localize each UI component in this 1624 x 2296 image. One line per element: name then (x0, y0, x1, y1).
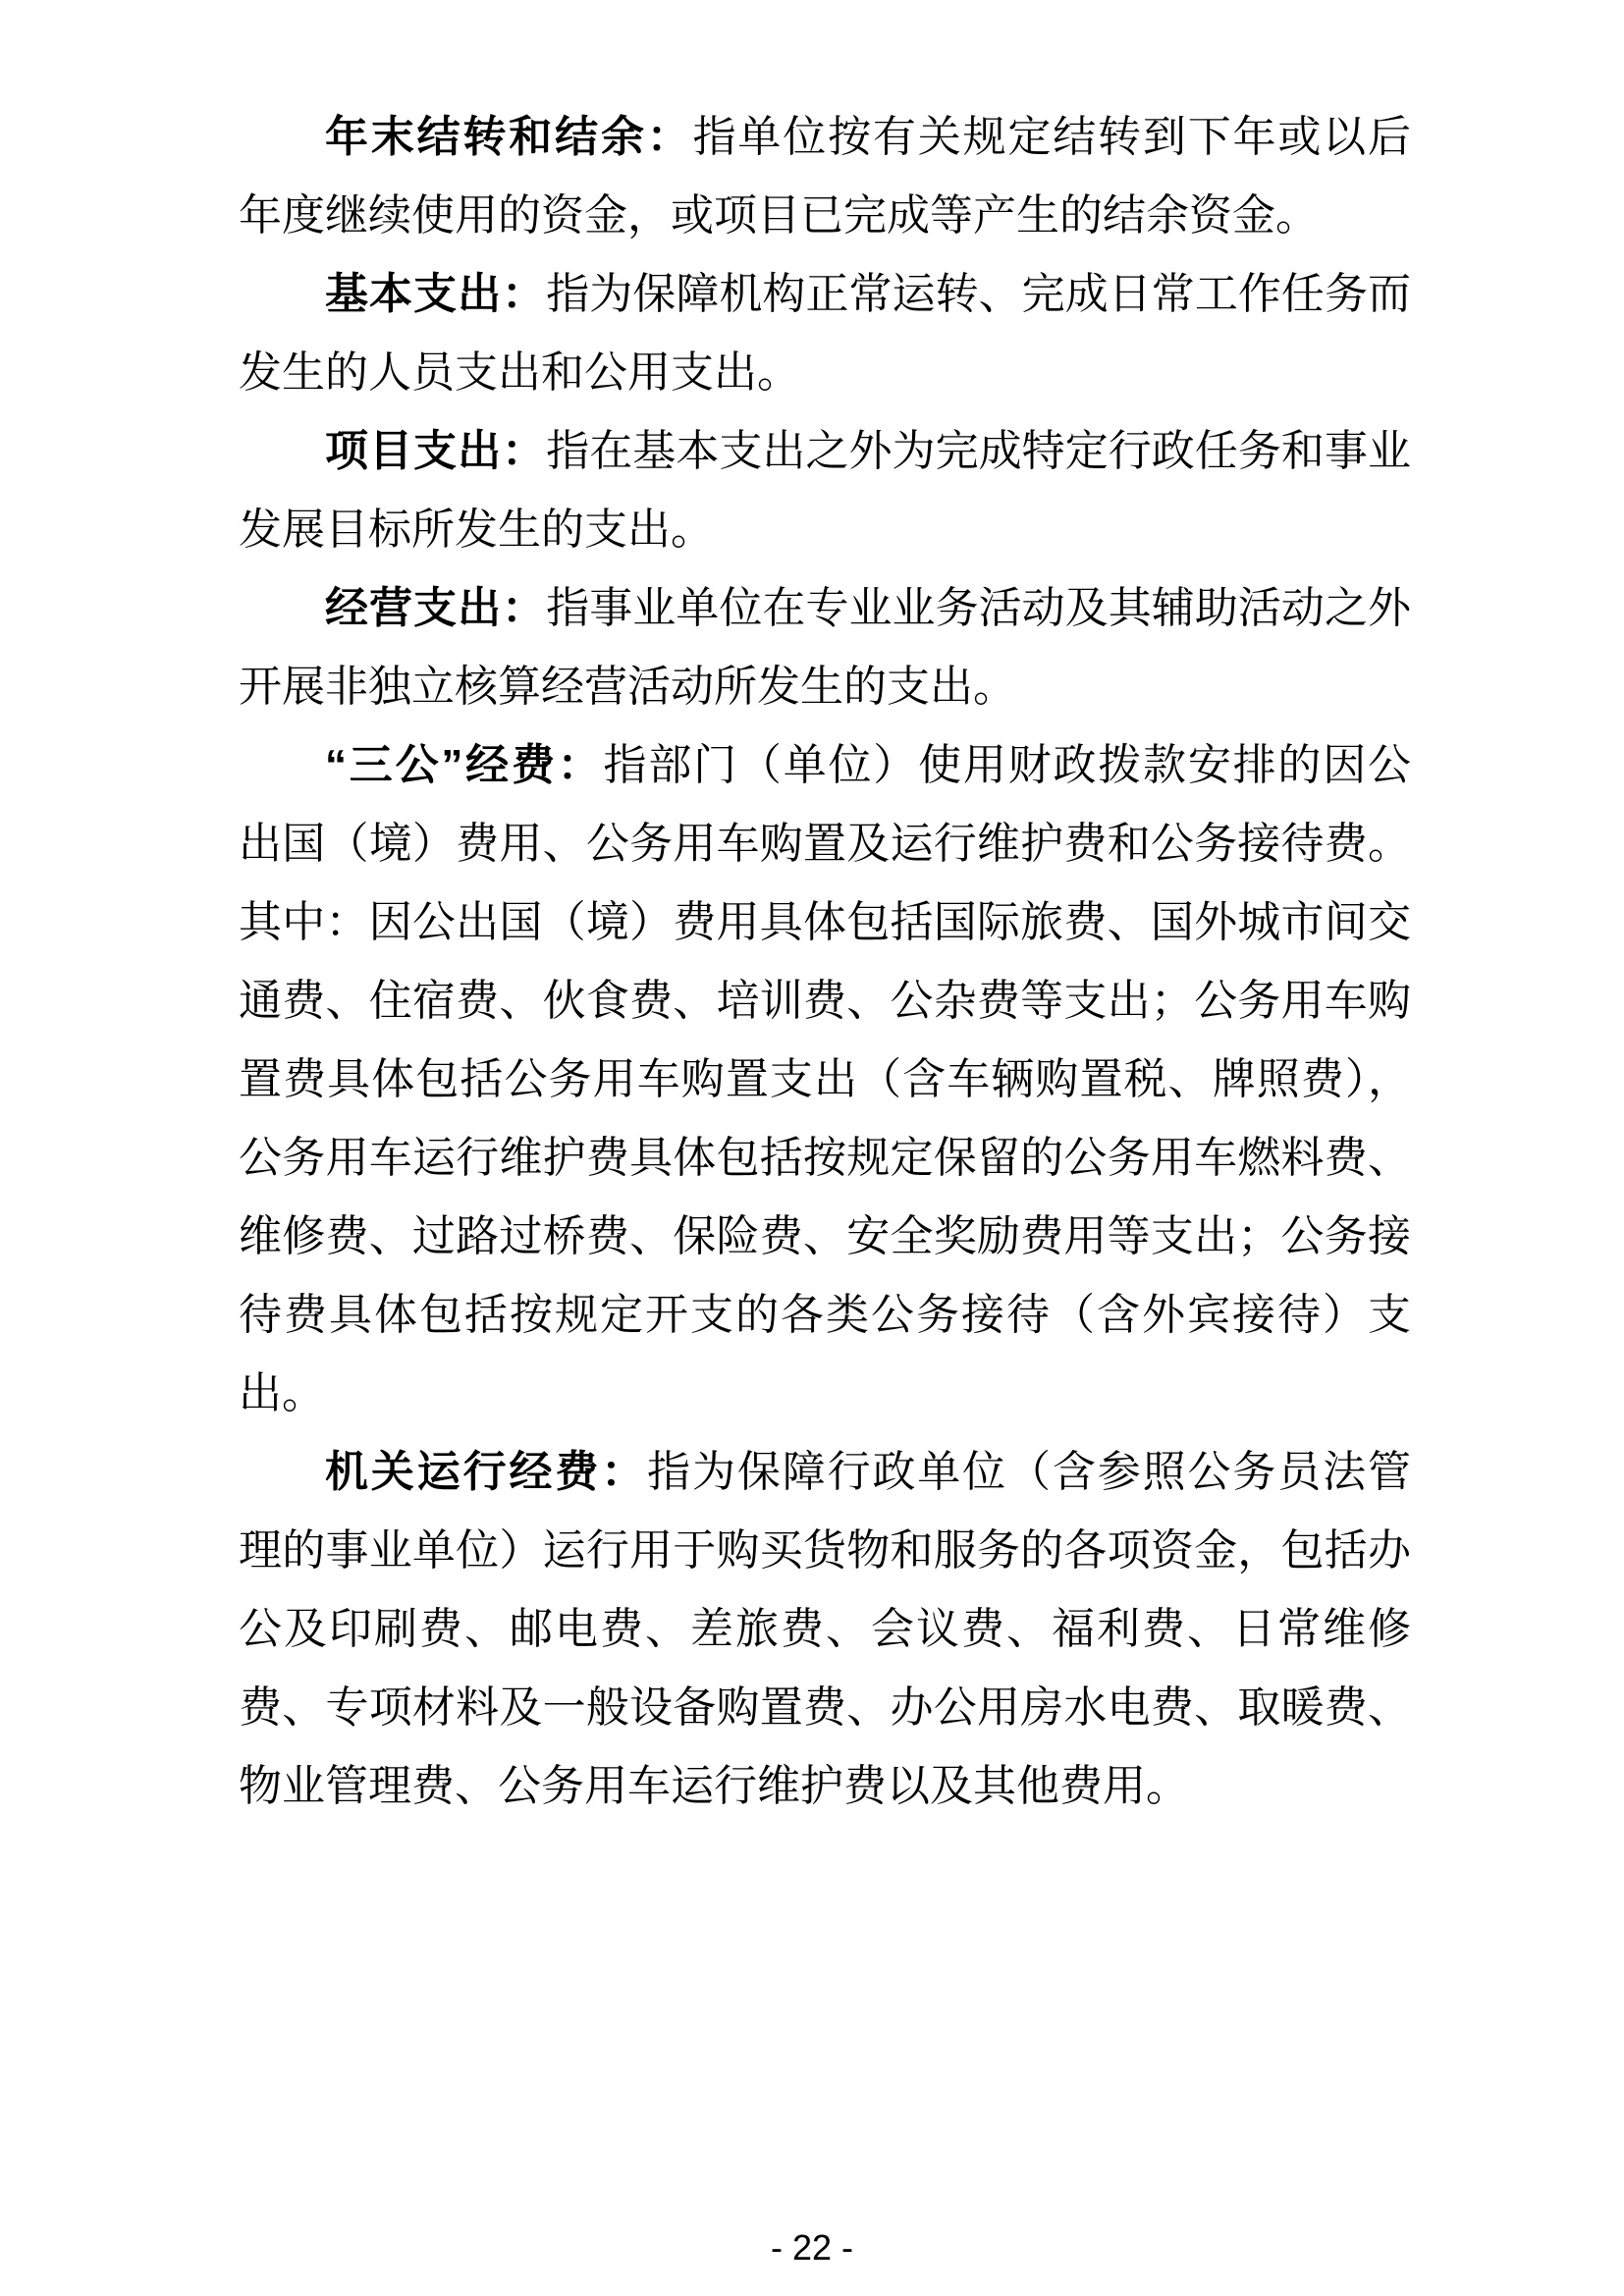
glossary-entry-three-public-funds (239, 726, 1411, 1433)
page-number: - 22 - (770, 2227, 854, 2268)
glossary-definition: 指为保障机构正常运转、完成日常工作任务而发生的人员支出和公用支出。 (239, 270, 1412, 397)
glossary-definition: 指单位按有关规定结转到下年或以后年度继续使用的资金，或项目已完成等产生的结余资金。 (239, 113, 1411, 240)
glossary-definition: 指部门（单位）使用财政拨款安排的因公出国（境）费用、公务用车购置及运行维护费和公务接待费。其中：因公出国（境）费用具体包括国际旅费、国外城市间交通费、住宿费、伙食费、培训费、公杂费等支出；公务用车购置费具体包括公务用车购置支出（含车辆购置税、牌照费），公务用车运行维护费具体包括按规定保留的公务用车燃料费、维修费、过路过桥费、保险费、安全奖励费用等支出；公务接待费具体包括按规定开支的各类公务接待（含外宾接待）支出。 (239, 741, 1412, 1417)
glossary-definition: 指在基本支出之外为完成特定行政任务和事业发展目标所发生的支出。 (239, 427, 1412, 554)
glossary-entry-operating-expenditure (239, 569, 1411, 726)
glossary-entry-year-end-carryover (239, 98, 1411, 255)
glossary-term: “三公”经费： (325, 741, 604, 789)
glossary-term: 基本支出： (325, 270, 547, 318)
glossary-definition: 指事业单位在专业业务活动及其辅助活动之外开展非独立核算经营活动所发生的支出。 (239, 584, 1412, 711)
glossary-term: 经营支出： (325, 584, 547, 632)
page-footer (0, 2226, 1624, 2269)
glossary-term: 年末结转和结余： (325, 113, 693, 161)
glossary-term: 机关运行经费： (325, 1448, 648, 1496)
glossary-entry-project-expenditure (239, 412, 1411, 569)
glossary-term: 项目支出： (325, 427, 547, 475)
glossary-entry-basic-expenditure (239, 255, 1411, 412)
glossary-section (239, 98, 1411, 1826)
glossary-definition: 指为保障行政单位（含参照公务员法管理的事业单位）运行用于购买货物和服务的各项资金，包括办公及印刷费、邮电费、差旅费、会议费、福利费、日常维修费、专项材料及一般设备购置费、办公用房水电费、取暖费、物业管理费、公务用车运行维护费以及其他费用。 (239, 1448, 1412, 1810)
glossary-entry-agency-operating-funds (239, 1433, 1411, 1826)
